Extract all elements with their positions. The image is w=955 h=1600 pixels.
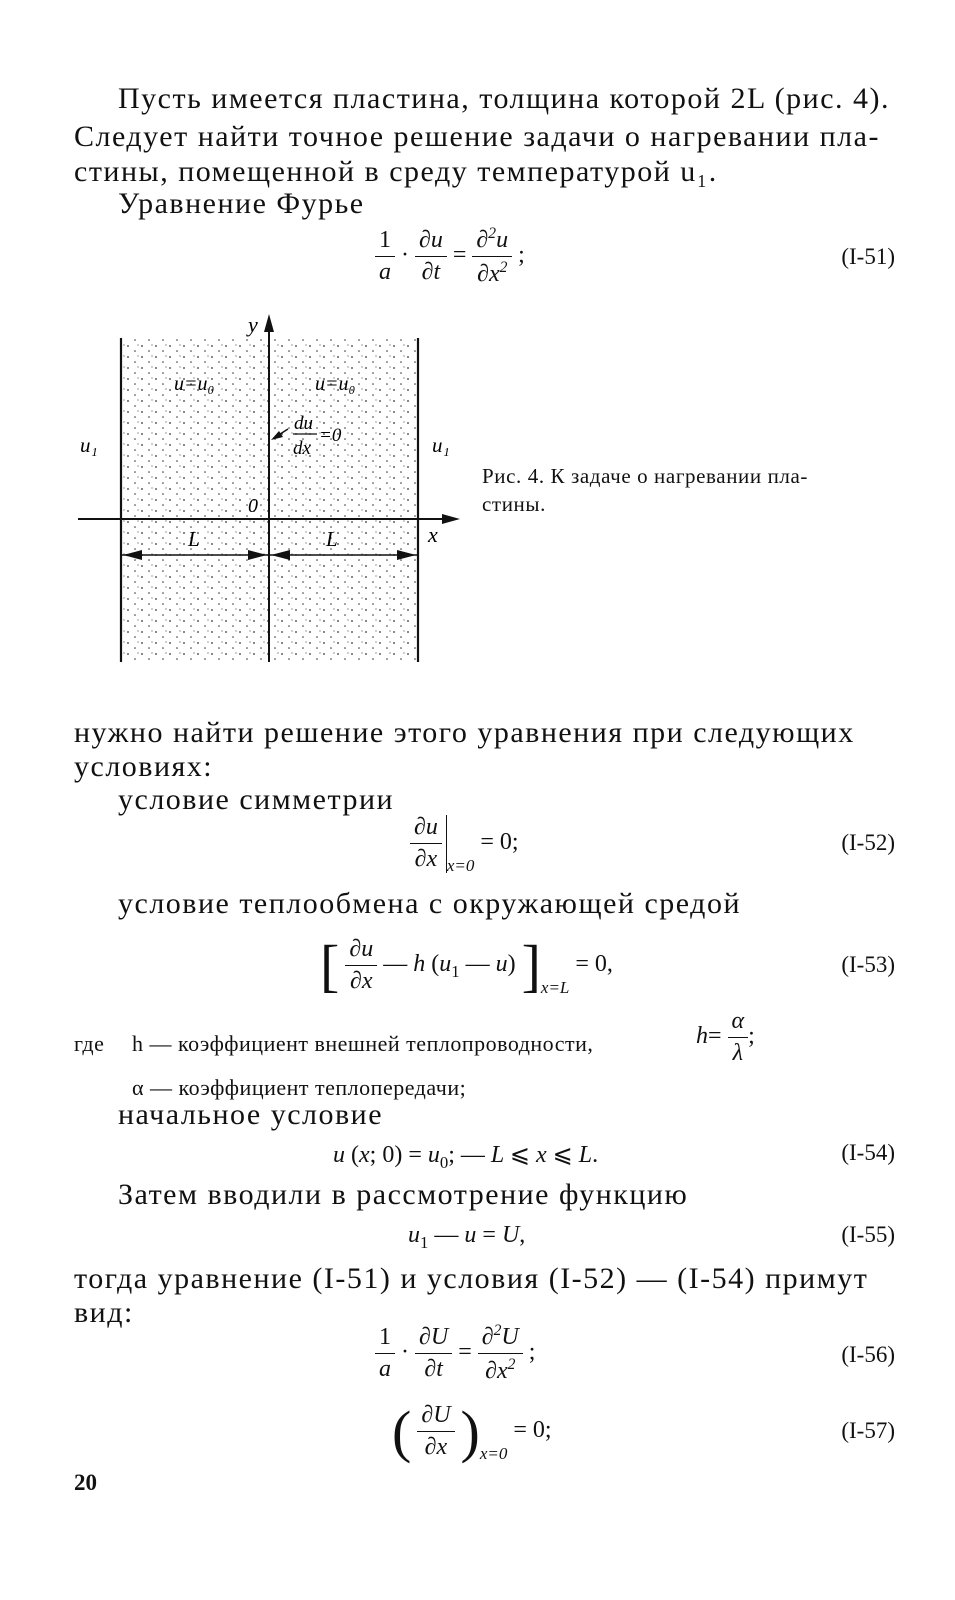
page-number: 20 bbox=[74, 1470, 97, 1495]
l-right-label: L bbox=[326, 527, 338, 551]
text-line: тогда уравнение (I-51) и условия (I-52) — (I-54) примут bbox=[74, 1262, 869, 1295]
x-axis-label: x bbox=[428, 522, 438, 547]
figure-caption: стины. bbox=[482, 492, 546, 516]
text-line: вид: bbox=[74, 1296, 134, 1329]
x-axis-arrow bbox=[442, 514, 460, 524]
text-line: Пусть имеется пластина, толщина которой 2L (рис. 4). bbox=[118, 82, 891, 115]
definition-alpha: α — коэффициент теплопередачи; bbox=[132, 1075, 467, 1100]
derivative-numerator: du bbox=[294, 413, 313, 434]
section-heading: условие симметрии bbox=[118, 783, 395, 816]
section-heading: условие теплообмена с окружающей средой bbox=[118, 887, 741, 920]
text-line: Следует найти точное решение задачи о нагревании пла- bbox=[74, 120, 880, 153]
equation-i-56: $\frac{1}{a}$ · $\frac{\partial U}{\partial t}$ = $\frac{\partial^2U}{\partial x^2}$ ; bbox=[375, 1322, 535, 1385]
figure-caption: Рис. 4. К задаче о нагревании пла- bbox=[482, 464, 809, 488]
equation-i-51: $\frac{1}{a}$ · $\frac{\partial u}{\partial t}$ = $\frac{\partial^2u}{\partial x^2}$ ; bbox=[375, 225, 525, 288]
equation-number: (I-54) bbox=[841, 1140, 895, 1165]
where-label: где bbox=[74, 1031, 105, 1056]
plate-figure bbox=[70, 310, 470, 690]
u1-left-label: u₁ bbox=[80, 433, 98, 457]
equation-number: (I-53) bbox=[841, 952, 895, 977]
equation-i-53: [ $\frac{\partial u}{\partial x}$ — h ($u_1$ — u) ]$_{x=L} = 0$, bbox=[320, 933, 613, 998]
equation-i-52: $\frac{\partial u}{\partial x}$ $_{x=0}$ = 0; bbox=[410, 814, 519, 876]
origin-label: 0 bbox=[248, 495, 258, 517]
section-heading: Затем вводили в рассмотрение функцию bbox=[118, 1178, 689, 1211]
equation-h-def: h= $\frac{\alpha}{\lambda}$ ; bbox=[696, 1008, 755, 1066]
equation-number: (I-52) bbox=[841, 830, 895, 855]
equation-number: (I-51) bbox=[841, 244, 895, 269]
derivative-denominator: dx bbox=[293, 438, 311, 459]
definition-h: h — коэффициент внешней теплопроводности, bbox=[132, 1031, 594, 1056]
l-left-label: L bbox=[188, 527, 200, 551]
equation-i-54: u (x; $0) = u_0$; — L ⩽ x ⩽ L. bbox=[333, 1142, 599, 1172]
equation-number: (I-55) bbox=[841, 1222, 895, 1247]
section-heading: Уравнение Фурье bbox=[118, 187, 365, 220]
u1-right-label: u₁ bbox=[432, 433, 450, 457]
text-line: стины, помещенной в среду температурой u₁. bbox=[74, 155, 718, 188]
equation-i-57: ( $\frac{\partial U}{\partial x}$ )$_{x=0} = 0$; bbox=[392, 1399, 552, 1464]
equation-i-55: $u_1$ — u = U, bbox=[408, 1222, 526, 1252]
equation-number: (I-57) bbox=[841, 1418, 895, 1443]
derivative-rhs: =0 bbox=[319, 425, 342, 446]
u0-left-label: u=u₀ bbox=[174, 373, 215, 395]
section-heading: начальное условие bbox=[118, 1098, 384, 1131]
u0-right-label: u=u₀ bbox=[315, 373, 356, 395]
text-line: нужно найти решение этого уравнения при следующих bbox=[74, 716, 855, 749]
y-axis-arrow bbox=[264, 314, 274, 332]
y-axis-label: y bbox=[248, 312, 258, 337]
equation-number: (I-56) bbox=[841, 1342, 895, 1367]
text-line: условиях: bbox=[74, 750, 214, 783]
